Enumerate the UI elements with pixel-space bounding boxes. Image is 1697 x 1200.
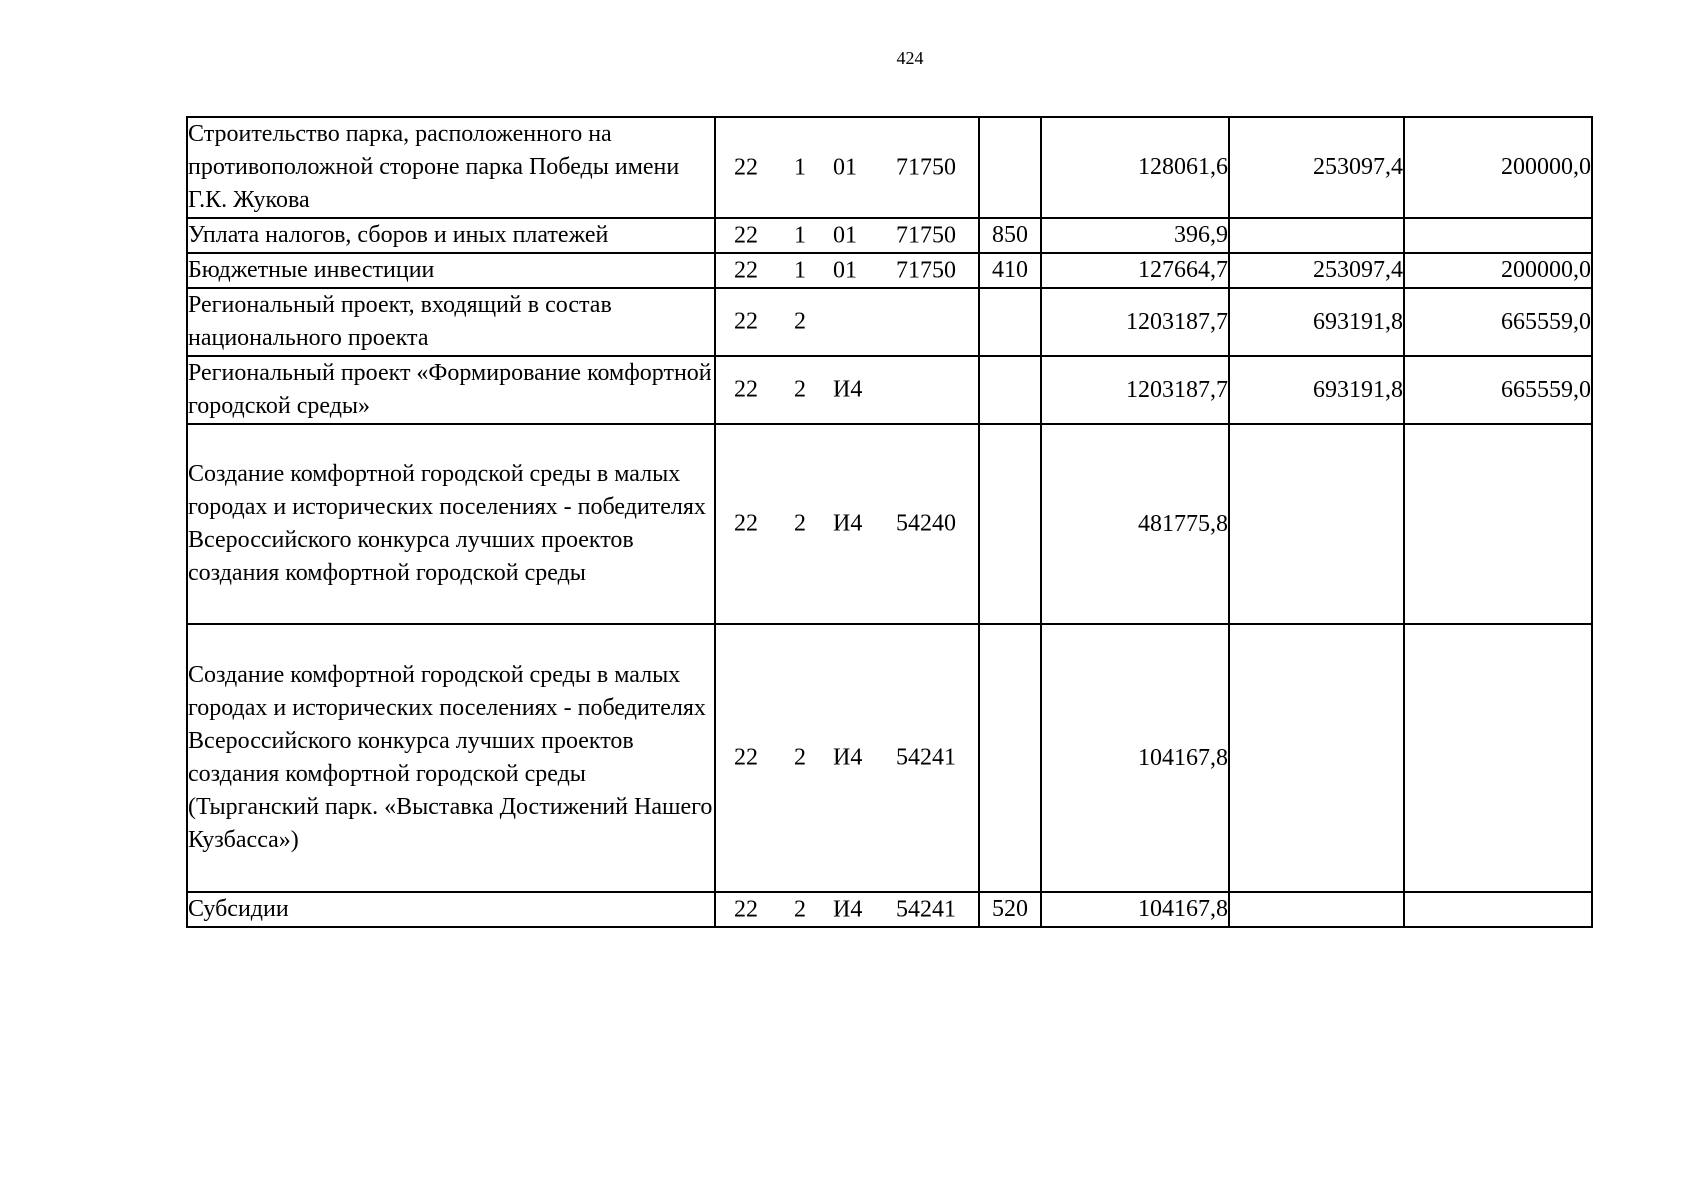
row-kvr: 850 <box>979 218 1041 253</box>
budget-table <box>186 116 1593 928</box>
row-year2 <box>1229 892 1404 927</box>
row-year3 <box>1404 892 1592 927</box>
row-year1: 1203187,7 <box>1041 356 1229 424</box>
row-year3: 665559,0 <box>1404 356 1592 424</box>
row-year2 <box>1229 424 1404 624</box>
row-year2: 253097,4 <box>1229 117 1404 218</box>
code-pp: 2 <box>794 896 806 922</box>
table-row <box>187 288 1592 356</box>
code-gp: 22 <box>734 744 758 771</box>
row-year3 <box>1404 218 1592 253</box>
code-pp: 1 <box>794 257 806 283</box>
code-gp: 22 <box>734 222 758 248</box>
row-codes <box>715 892 979 927</box>
row-codes <box>715 356 979 424</box>
row-name: Уплата налогов, сборов и иных платежей <box>187 218 715 253</box>
table-row <box>187 253 1592 288</box>
row-kvr <box>979 117 1041 218</box>
row-codes <box>715 624 979 892</box>
code-pp: 1 <box>794 222 806 248</box>
code-nr: 71750 <box>896 222 956 248</box>
code-nr: 71750 <box>896 257 956 283</box>
row-codes <box>715 253 979 288</box>
row-kvr: 410 <box>979 253 1041 288</box>
row-year1: 104167,8 <box>1041 624 1229 892</box>
row-kvr: 520 <box>979 892 1041 927</box>
code-om: И4 <box>833 896 863 922</box>
table-row <box>187 892 1592 927</box>
row-name: Создание комфортной городской среды в малых городах и исторических поселениях - победителях Всероссийского конкурса лучших проектов создания комфортной городской среды <box>187 424 715 624</box>
row-year1: 481775,8 <box>1041 424 1229 624</box>
code-nr: 54241 <box>896 744 956 771</box>
row-name: Субсидии <box>187 892 715 927</box>
code-pp: 1 <box>794 154 806 180</box>
code-gp: 22 <box>734 510 758 537</box>
row-name: Региональный проект, входящий в состав национального проекта <box>187 288 715 356</box>
code-om: 01 <box>833 222 857 248</box>
row-year1: 1203187,7 <box>1041 288 1229 356</box>
row-year3: 200000,0 <box>1404 253 1592 288</box>
code-pp: 2 <box>794 744 806 771</box>
budget-table-body <box>187 117 1592 927</box>
code-gp: 22 <box>734 376 758 403</box>
row-year3 <box>1404 424 1592 624</box>
row-year2 <box>1229 218 1404 253</box>
code-pp: 2 <box>794 376 806 403</box>
code-pp: 2 <box>794 510 806 537</box>
row-year3: 200000,0 <box>1404 117 1592 218</box>
row-year1: 128061,6 <box>1041 117 1229 218</box>
row-codes <box>715 218 979 253</box>
code-om: 01 <box>833 257 857 283</box>
table-row <box>187 218 1592 253</box>
code-gp: 22 <box>734 154 758 180</box>
code-gp: 22 <box>734 308 758 335</box>
table-row <box>187 424 1592 624</box>
row-year3: 665559,0 <box>1404 288 1592 356</box>
row-name: Региональный проект «Формирование комфортной городской среды» <box>187 356 715 424</box>
row-year2: 693191,8 <box>1229 356 1404 424</box>
row-year2: 253097,4 <box>1229 253 1404 288</box>
row-kvr <box>979 288 1041 356</box>
row-codes <box>715 288 979 356</box>
page-number: 424 <box>896 48 924 68</box>
row-year2 <box>1229 624 1404 892</box>
code-nr: 54241 <box>896 896 956 922</box>
row-kvr <box>979 424 1041 624</box>
table-row <box>187 356 1592 424</box>
code-pp: 2 <box>794 308 806 335</box>
row-kvr <box>979 624 1041 892</box>
code-nr: 71750 <box>896 154 956 180</box>
row-codes <box>715 117 979 218</box>
row-year1: 396,9 <box>1041 218 1229 253</box>
row-name: Создание комфортной городской среды в малых городах и исторических поселениях - победителях Всероссийского конкурса лучших проектов создания комфортной городской среды (Тырганский парк. «Выставка Достижений Нашего Кузбасса») <box>187 624 715 892</box>
row-kvr <box>979 356 1041 424</box>
row-year1: 127664,7 <box>1041 253 1229 288</box>
code-gp: 22 <box>734 896 758 922</box>
code-nr: 54240 <box>896 510 956 537</box>
code-om: И4 <box>833 376 863 403</box>
code-om: И4 <box>833 744 863 771</box>
table-row <box>187 624 1592 892</box>
row-codes <box>715 424 979 624</box>
row-name: Бюджетные инвестиции <box>187 253 715 288</box>
row-year2: 693191,8 <box>1229 288 1404 356</box>
table-row <box>187 117 1592 218</box>
row-year1: 104167,8 <box>1041 892 1229 927</box>
code-om: И4 <box>833 510 863 537</box>
row-name: Строительство парка, расположенного на противоположной стороне парка Победы имени Г.К. Жукова <box>187 117 715 218</box>
row-year3 <box>1404 624 1592 892</box>
code-om: 01 <box>833 154 857 180</box>
code-gp: 22 <box>734 257 758 283</box>
